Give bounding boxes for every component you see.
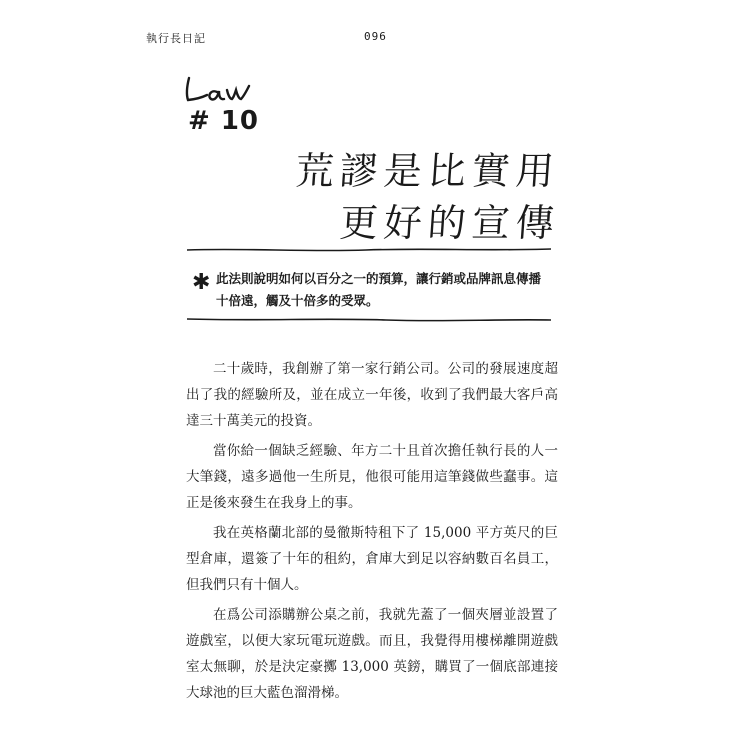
page-number: 096	[364, 30, 387, 43]
chapter-title-line-1: 荒謬是比實用	[294, 149, 562, 193]
divider-top	[186, 246, 552, 254]
divider-bottom	[186, 316, 552, 324]
chapter-title-line-2: 更好的宣傳	[338, 201, 562, 245]
body-text	[186, 356, 558, 710]
asterisk-icon: ✱	[192, 270, 211, 295]
running-header-title: 執行長日記	[146, 32, 206, 45]
paragraph: 在爲公司添購辦公桌之前，我就先蓋了一個夾層並設置了遊戲室，以便大家玩電玩遊戲。而且，我覺得用樓梯離開遊戲室太無聊，於是決定豪擲 13,000 英鎊，購買了一個底部連接大球池的巨大藍色溜滑梯。	[186, 607, 558, 701]
law-script-lettering	[183, 72, 263, 108]
law-summary: 此法則說明如何以百分之一的預算，讓行銷或品牌訊息傳播十倍遠，觸及十倍多的受眾。	[216, 271, 542, 308]
paragraph: 我在英格蘭北部的曼徹斯特租下了 15,000 平方英尺的巨型倉庫，還簽了十年的租約，倉庫大到足以容納數百名員工，但我們只有十個人。	[186, 525, 558, 593]
paragraph: 二十歲時，我創辦了第一家行銷公司。公司的發展速度超出了我的經驗所及，並在成立一年後，收到了我們最大客戶高達三十萬美元的投資。	[186, 361, 558, 429]
law-number: # 10	[188, 106, 260, 136]
paragraph: 當你給一個缺乏經驗、年方二十且首次擔任執行長的人一大筆錢，遠多過他一生所見，他很可能用這筆錢做些蠢事。這正是後來發生在我身上的事。	[186, 443, 558, 511]
